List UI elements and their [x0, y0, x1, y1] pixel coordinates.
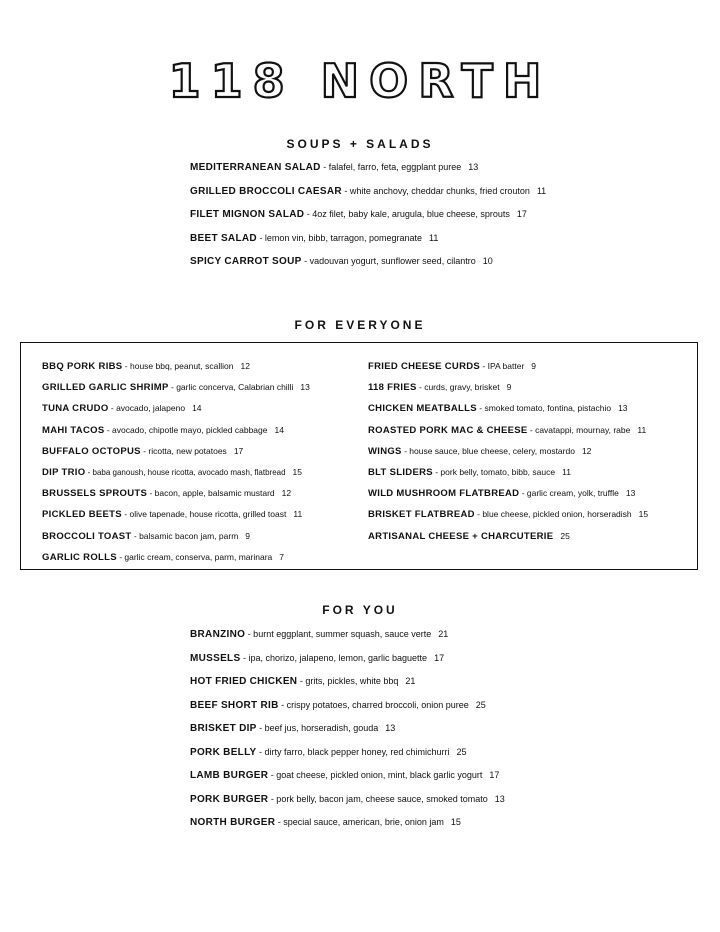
menu-item — [368, 506, 648, 527]
menu-item — [42, 443, 310, 464]
menu-item-description: - goat cheese, pickled onion, mint, black garlic yogurt — [268, 770, 483, 780]
menu-item-description: - dirty farro, black pepper honey, red chimichurri — [256, 746, 450, 757]
menu-item — [42, 422, 310, 443]
menu-item — [42, 400, 310, 421]
menu-item — [190, 626, 505, 650]
menu-item-price: 11 — [536, 185, 547, 196]
menu-item — [190, 814, 505, 838]
for-everyone-box — [20, 342, 698, 570]
menu-item-description: - bacon, apple, balsamic mustard — [147, 488, 275, 499]
menu-item-name: BRISKET DIP — [190, 723, 257, 734]
menu-item-description: - ricotta, new potatoes — [140, 445, 227, 456]
menu-item — [42, 485, 310, 506]
menu-item-name: BEEF SHORT RIB — [190, 699, 279, 711]
menu-item — [42, 506, 310, 527]
menu-item-name: PORK BELLY — [190, 746, 257, 758]
menu-item-description: - cavatappi, mournay, rabe — [527, 424, 631, 435]
menu-item-description: - house bbq, peanut, scallion — [122, 361, 234, 371]
menu-item-name: WINGS — [368, 445, 402, 457]
menu-item-description: - special sauce, american, brie, onion jam — [275, 817, 444, 827]
menu-item — [190, 183, 546, 207]
menu-item-description: - garlic cream, conserva, parm, marinara — [116, 551, 273, 562]
menu-item-price: 10 — [482, 256, 493, 266]
menu-item-description: - pork belly, bacon jam, cheese sauce, smoked tomato — [268, 793, 488, 804]
menu-item-description: - balsamic bacon jam, parm — [131, 530, 239, 541]
menu-item-price: 11 — [429, 232, 439, 243]
menu-item-price: 13 — [494, 793, 505, 804]
menu-item-description: - house sauce, blue cheese, celery, mostardo — [401, 445, 575, 456]
menu-item — [190, 767, 505, 791]
menu-item — [190, 697, 505, 721]
menu-item-description: - burnt eggplant, summer squash, sauce verte — [245, 629, 432, 639]
menu-item — [190, 206, 546, 230]
menu-item-price: 11 — [562, 466, 571, 477]
menu-item-price: 13 — [625, 488, 636, 499]
for-everyone-right-column — [368, 358, 648, 549]
menu-item-name: BRISKET FLATBREAD — [368, 509, 475, 521]
menu-item-price: 13 — [300, 382, 310, 393]
menu-item — [190, 744, 505, 768]
menu-item-name: FILET MIGNON SALAD — [190, 209, 305, 220]
menu-item-description: - avocado, jalapeno — [108, 403, 186, 414]
menu-item-price: 17 — [516, 209, 527, 219]
menu-item-name: HOT FRIED CHICKEN — [190, 676, 298, 687]
soups-salads-list — [190, 159, 546, 277]
menu-item-description: - ipa, chorizo, jalapeno, lemon, garlic baguette — [240, 652, 428, 663]
menu-item-description: - baba ganoush, house ricotta, avocado mash, flatbread — [85, 467, 286, 477]
menu-item-price: 21 — [405, 676, 416, 686]
menu-item-description: - garlic cream, yolk, truffle — [519, 488, 619, 499]
menu-item-price: 17 — [489, 770, 500, 780]
menu-item — [42, 464, 310, 485]
menu-item — [190, 159, 546, 183]
section-title-for-everyone: FOR EVERYONE — [294, 318, 426, 332]
menu-item — [368, 528, 648, 549]
menu-item-price: 25 — [560, 530, 570, 541]
section-title-soups-salads: SOUPS + SALADS — [286, 137, 434, 151]
menu-item-description: - blue cheese, pickled onion, horseradish — [474, 509, 632, 520]
menu-item-price: 25 — [475, 699, 486, 710]
menu-item-description: - white anchovy, cheddar chunks, fried crouton — [341, 185, 530, 196]
menu-item — [190, 673, 505, 697]
menu-item-description: - vadouvan yogurt, sunflower seed, cilantro — [301, 256, 476, 266]
menu-item-name: WILD MUSHROOM FLATBREAD — [368, 488, 520, 500]
menu-item-name: GRILLED BROCCOLI CAESAR — [190, 185, 342, 197]
menu-item-price: 25 — [456, 746, 467, 757]
menu-item-price: 11 — [637, 424, 647, 435]
menu-item-name: MUSSELS — [190, 652, 241, 664]
menu-item-price: 7 — [279, 551, 285, 562]
menu-item-price: 13 — [385, 723, 396, 733]
for-you-list — [190, 626, 505, 838]
menu-item-description: - smoked tomato, fontina, pistachio — [476, 403, 612, 414]
menu-item — [190, 253, 546, 277]
menu-item-description: - curds, gravy, brisket — [416, 382, 500, 393]
menu-item — [190, 720, 505, 744]
menu-item — [368, 443, 648, 464]
menu-item-description: - pork belly, tomato, bibb, sauce — [432, 466, 556, 477]
menu-item-name: BUFFALO OCTOPUS — [42, 445, 141, 457]
menu-item-name: CHICKEN MEATBALLS — [368, 403, 477, 415]
menu-item-price: 9 — [531, 361, 537, 371]
menu-item-price: 15 — [450, 817, 461, 827]
menu-item-name: LAMB BURGER — [190, 770, 269, 781]
menu-item-name: BLT SLIDERS — [368, 466, 433, 478]
menu-item-price: 9 — [245, 530, 251, 541]
menu-item — [42, 358, 310, 379]
menu-item — [42, 528, 310, 549]
menu-item-name: MAHI TACOS — [42, 424, 105, 436]
for-everyone-left-column — [42, 358, 310, 570]
menu-item — [368, 400, 648, 421]
menu-item-description: - 4oz filet, baby kale, arugula, blue cheese, sprouts — [304, 209, 510, 219]
menu-item — [368, 358, 648, 379]
menu-item — [190, 230, 546, 254]
menu-item-price: 21 — [438, 629, 449, 639]
menu-item-name: BRUSSELS SPROUTS — [42, 488, 148, 500]
menu-item — [368, 422, 648, 443]
menu-item-price: 13 — [618, 403, 628, 414]
menu-item-name: FRIED CHEESE CURDS — [368, 361, 481, 372]
menu-item-description: - garlic concerva, Calabrian chilli — [168, 382, 294, 393]
menu-item — [42, 549, 310, 570]
menu-item — [368, 485, 648, 506]
menu-item-price: 14 — [192, 403, 202, 414]
menu-item-description: - falafel, farro, feta, eggplant puree — [320, 162, 462, 172]
menu-item-description: - olive tapenade, house ricotta, grilled toast — [121, 509, 287, 520]
menu-item-price: 15 — [638, 509, 649, 520]
menu-item-name: DIP TRIO — [42, 466, 86, 478]
menu-item-price: 12 — [240, 361, 250, 371]
menu-item — [190, 650, 505, 674]
menu-item-name: BBQ PORK RIBS — [42, 361, 123, 372]
menu-item — [42, 379, 310, 400]
section-title-for-you: FOR YOU — [322, 603, 398, 617]
restaurant-logo: 118 NORTH — [168, 54, 552, 108]
menu-item-name: PICKLED BEETS — [42, 509, 122, 521]
menu-item-name: PORK BURGER — [190, 793, 269, 805]
menu-item-name: GARLIC ROLLS — [42, 551, 117, 563]
menu-item-price: 15 — [292, 466, 303, 477]
menu-item-price: 17 — [434, 652, 445, 663]
menu-item-price: 13 — [468, 162, 479, 172]
menu-item-name: BRANZINO — [190, 629, 246, 640]
menu-item-description: - beef jus, horseradish, gouda — [256, 723, 379, 733]
menu-item-description: - grits, pickles, white bbq — [297, 676, 399, 686]
menu-item-name: TUNA CRUDO — [42, 403, 109, 415]
menu-item — [368, 464, 648, 485]
menu-item-description: - crispy potatoes, charred broccoli, onion puree — [278, 699, 469, 710]
menu-item-name: BROCCOLI TOAST — [42, 530, 132, 542]
menu-item-name: BEET SALAD — [190, 232, 257, 244]
menu-item-name: ARTISANAL CHEESE + CHARCUTERIE — [368, 530, 554, 542]
menu-item-name: GRILLED GARLIC SHRIMP — [42, 382, 169, 394]
menu-item-name: SPICY CARROT SOUP — [190, 256, 302, 267]
menu-item — [368, 379, 648, 400]
menu-item-description: - avocado, chipotle mayo, pickled cabbage — [104, 424, 268, 435]
menu-item-description: - IPA batter — [480, 361, 525, 371]
menu-item-description: - lemon vin, bibb, tarragon, pomegranate — [256, 232, 422, 243]
menu-item-name: MEDITERRANEAN SALAD — [190, 162, 321, 173]
menu-item-name: 118 FRIES — [368, 382, 417, 394]
menu-item-name: NORTH BURGER — [190, 817, 276, 828]
menu-item-name: ROASTED PORK MAC & CHEESE — [368, 424, 528, 436]
menu-item-price: 12 — [281, 488, 292, 499]
menu-item-price: 17 — [233, 445, 244, 456]
menu-item-price: 11 — [293, 509, 303, 520]
menu-item-price: 14 — [274, 424, 284, 435]
menu-item — [190, 791, 505, 815]
menu-item-price: 12 — [581, 445, 592, 456]
menu-item-price: 9 — [506, 382, 512, 393]
